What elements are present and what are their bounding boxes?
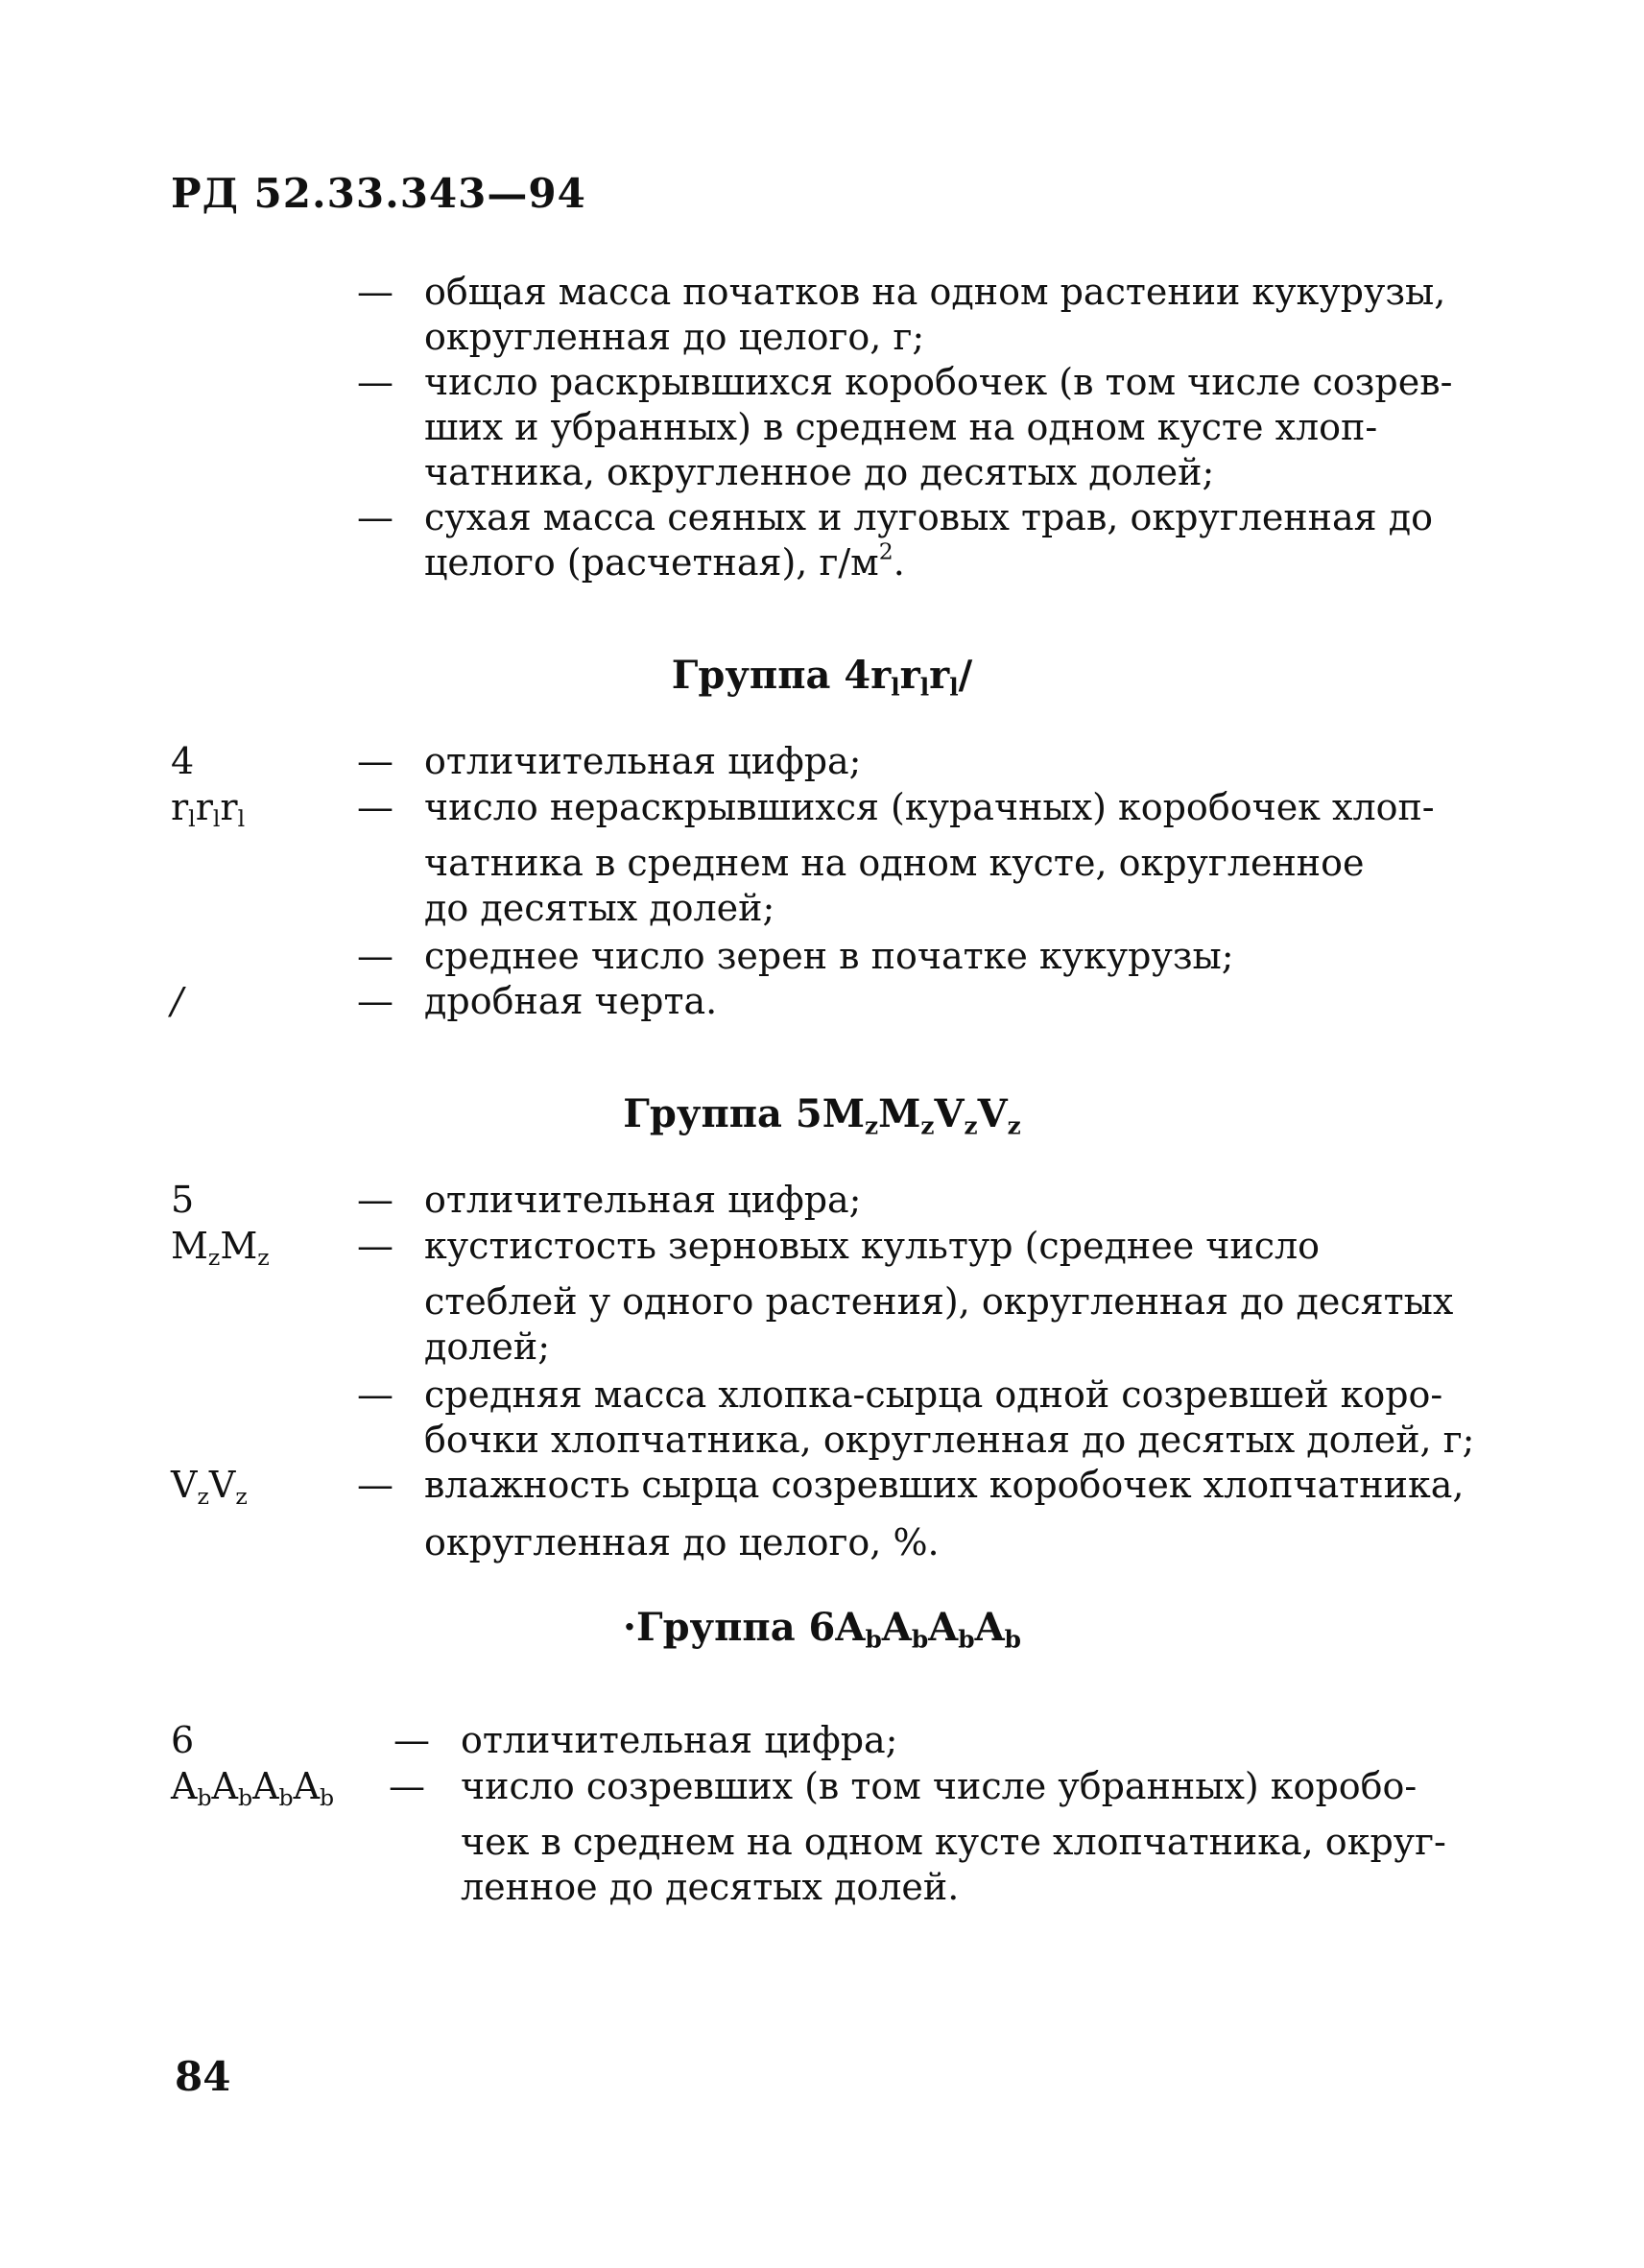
intro-item-2-line-3: чатника, округленное до десятых долей;	[424, 451, 1215, 493]
dash: —	[389, 1765, 425, 1807]
group-4-symbol-desc-line-2: чатника в среднем на одном кусте, округленное	[424, 842, 1365, 884]
group-5-mass-desc-line-1: средняя масса хлопка-сырца одной созревшей коро-	[424, 1373, 1443, 1416]
dash: —	[357, 935, 393, 977]
dash: —	[357, 1179, 393, 1221]
dash: —	[357, 361, 393, 403]
group-5-digit: 5	[171, 1179, 195, 1221]
group-5-mz-desc-line-2: стеблей у одного растения), округленная до десятых	[424, 1280, 1454, 1323]
intro-item-3-line-2: целого (расчетная), $г/м^2$.	[424, 537, 905, 584]
group-4-digit: 4	[171, 740, 195, 782]
intro-item-2-line-1: число раскрывшихся коробочек (в том числе созрев-	[424, 361, 1453, 403]
group-6-digit-desc: отличительная цифра;	[461, 1719, 898, 1761]
group-4-symbol-desc-line-1: число нераскрывшихся (курачных) коробочек хлоп-	[424, 786, 1435, 828]
dash: —	[393, 1719, 430, 1761]
dash: —	[357, 496, 393, 538]
group-6-desc-line-2: чек в среднем на одном кусте хлопчатника, округ-	[461, 1821, 1446, 1863]
dash: —	[357, 1373, 393, 1416]
group-5-mass-desc-line-2: бочки хлопчатника, округленная до десятых долей, г;	[424, 1419, 1475, 1461]
document-header: РД 52.33.343—94	[171, 170, 586, 217]
group-4-kernels-desc: среднее число зерен в початке кукурузы;	[424, 935, 1234, 977]
group-4-symbol-rlrlrl: $r_lr_lr_l$	[171, 786, 246, 833]
intro-item-3-line-1: сухая масса сеяных и луговых трав, округленная до	[424, 496, 1433, 538]
dash: —	[357, 980, 393, 1022]
group-4-slash: /	[171, 980, 183, 1022]
group-6-symbol-ab: $A_bA_bA_bA_b$	[171, 1765, 335, 1812]
group-5-vz-desc-line-2: округленная до целого, %.	[424, 1521, 940, 1564]
group-5-title: Группа $5M_zM_zV_zV_z$	[623, 1091, 1021, 1140]
group-4-digit-desc: отличительная цифра;	[424, 740, 862, 782]
group-5-mz-desc-line-1: кустистость зерновых культур (среднее число	[424, 1225, 1321, 1267]
page-number: 84	[175, 2053, 231, 2100]
dash: —	[357, 786, 393, 828]
group-6-desc-line-1: число созревших (в том числе убранных) коробо-	[461, 1765, 1418, 1807]
group-4-title: Группа $4r_lr_lr_l/$	[671, 653, 973, 702]
group-6-desc-line-3: ленное до десятых долей.	[461, 1866, 960, 1908]
dash: —	[357, 1464, 393, 1506]
group-6-title: ·Группа $6A_bA_bA_bA_b$	[623, 1605, 1021, 1654]
group-5-symbol-mzmz: $M_zM_z$	[171, 1225, 270, 1272]
group-5-digit-desc: отличительная цифра;	[424, 1179, 862, 1221]
group-5-symbol-vzvz: $V_zV_z$	[171, 1464, 248, 1511]
intro-item-1-line-2: округленная до целого, г;	[424, 316, 925, 358]
group-4-symbol-desc-line-3: до десятых долей;	[424, 887, 775, 929]
group-4-slash-desc: дробная черта.	[424, 980, 718, 1022]
group-5-mz-desc-line-3: долей;	[424, 1325, 551, 1368]
dash: —	[357, 271, 393, 313]
dash: —	[357, 740, 393, 782]
group-6-digit: 6	[171, 1719, 195, 1761]
group-5-vz-desc-line-1: влажность сырца созревших коробочек хлопчатника,	[424, 1464, 1465, 1506]
intro-item-1-line-1: общая масса початков на одном растении кукурузы,	[424, 271, 1446, 313]
dash: —	[357, 1225, 393, 1267]
intro-item-2-line-2: ших и убранных) в среднем на одном кусте хлоп-	[424, 406, 1378, 448]
